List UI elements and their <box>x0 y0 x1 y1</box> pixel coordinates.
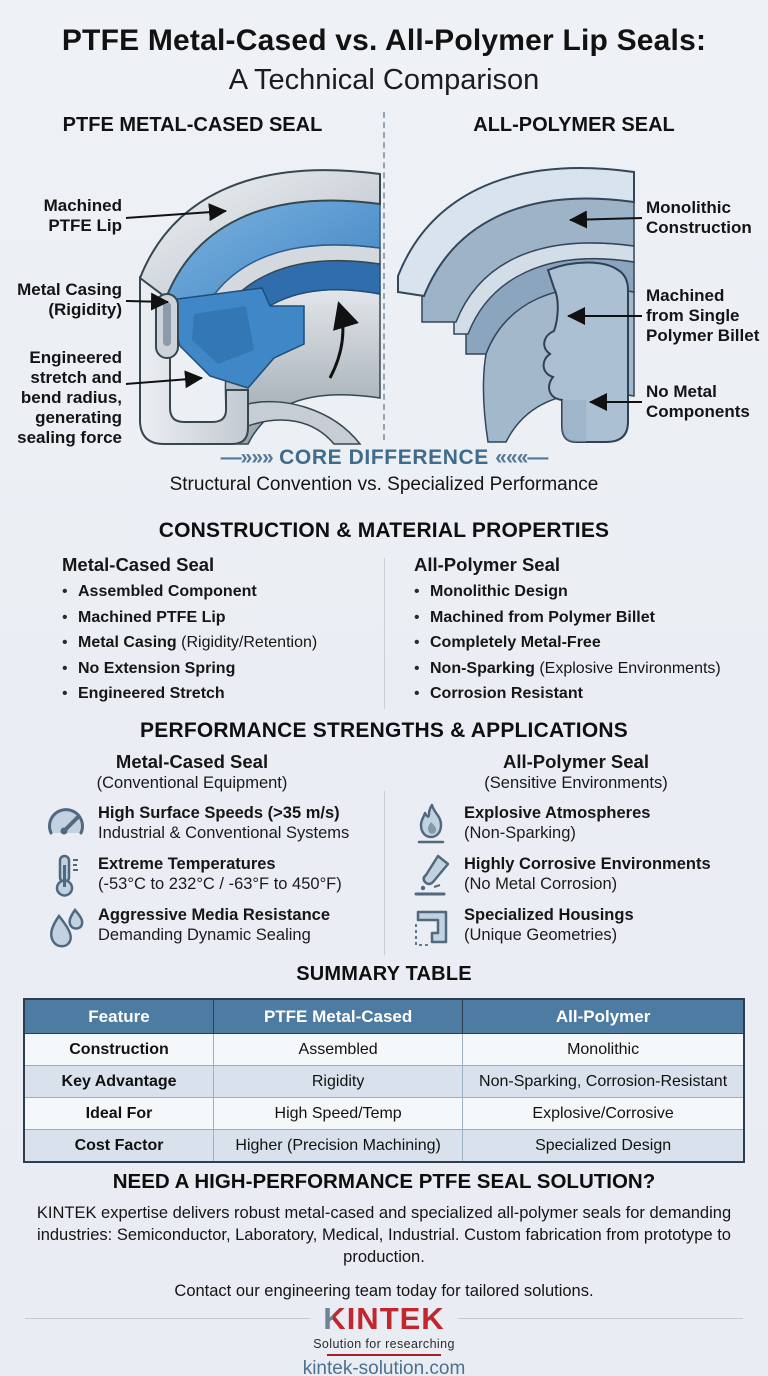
performance-metal-cased-column <box>0 751 384 955</box>
bullet: • <box>414 685 420 702</box>
performance-all-polymer-column <box>384 751 768 955</box>
list-item: • Machined PTFE Lip <box>62 608 226 626</box>
flame-icon <box>410 802 454 846</box>
label-no-metal: No Metal Components <box>646 382 750 422</box>
bullet: • <box>62 685 68 702</box>
cta-section <box>0 1170 768 1301</box>
performance-item: Specialized Housings (Unique Geometries) <box>384 904 768 948</box>
construction-column-divider <box>384 558 385 709</box>
corrosive-icon <box>410 853 454 897</box>
core-diff-decor-right: «««— <box>495 446 548 469</box>
bullet: • <box>414 583 420 600</box>
footer <box>0 1300 768 1376</box>
performance-left-subtitle: (Conventional Equipment) <box>96 774 288 792</box>
bullet: • <box>414 608 420 626</box>
list-item: • No Extension Spring <box>62 659 236 677</box>
label-monolithic-construction: Monolithic Construction <box>646 198 752 238</box>
metal-cased-seal-illustration <box>134 152 384 446</box>
bullet: • <box>414 634 420 651</box>
list-item: • Corrosion Resistant <box>414 685 583 702</box>
table-row: Construction Assembled Monolithic <box>24 1034 744 1066</box>
list-item: • Completely Metal-Free <box>414 634 601 651</box>
label-machined-billet: Machined from Single Polymer Billet <box>646 286 760 346</box>
performance-section <box>0 719 768 955</box>
performance-item: Extreme Temperatures (-53°C to 232°C / -63°F to 450°F) <box>0 853 384 897</box>
website-url: kintek-solution.com <box>302 1358 466 1376</box>
construction-all-polymer-column <box>384 554 768 711</box>
performance-heading: PERFORMANCE STRENGTHS & APPLICATIONS <box>140 719 628 742</box>
list-item: • Engineered Stretch <box>62 685 225 702</box>
page-header <box>0 24 768 97</box>
performance-item: Explosive Atmospheres (Non-Sparking) <box>384 802 768 846</box>
cta-heading: NEED A HIGH-PERFORMANCE PTFE SEAL SOLUTION? <box>112 1170 656 1193</box>
list-item: • Monolithic Design <box>414 583 568 600</box>
performance-left-title: Metal-Cased Seal <box>115 751 269 772</box>
seal-comparison-diagram <box>0 108 768 446</box>
construction-heading: CONSTRUCTION & MATERIAL PROPERTIES <box>158 519 610 542</box>
performance-column-divider <box>384 791 385 955</box>
bullet: • <box>62 583 68 600</box>
performance-item: Aggressive Media Resistance Demanding Dynamic Sealing <box>0 904 384 948</box>
droplets-icon <box>44 904 88 948</box>
column-header: All-Polymer <box>463 999 744 1034</box>
logo-underline <box>327 1354 441 1356</box>
label-metal-casing: Metal Casing (Rigidity) <box>17 280 122 320</box>
table-row: Ideal For High Speed/Temp Explosive/Corrosive <box>24 1098 744 1130</box>
list-item: • Metal Casing (Rigidity/Retention) <box>62 634 318 651</box>
bullet: • <box>62 634 68 651</box>
core-difference-banner <box>0 446 768 496</box>
left-seal-header: PTFE METAL-CASED SEAL <box>62 114 323 136</box>
all-polymer-seal-illustration <box>390 148 638 444</box>
cta-body: KINTEK expertise delivers robust metal-cased and specialized all-polymer seals for demanding industries: Semiconductor, Laboratory, Medical, Industrial. Custom fabrication from prototype to production. <box>36 1204 732 1266</box>
construction-metal-cased-column <box>0 554 384 711</box>
core-diff-label: CORE DIFFERENCE <box>279 446 489 469</box>
summary-heading: SUMMARY TABLE <box>296 963 472 985</box>
core-diff-subtitle: Structural Convention vs. Specialized Performance <box>169 474 599 495</box>
list-item: • Machined from Polymer Billet <box>414 608 655 626</box>
brand-tagline: Solution for researching <box>313 1337 455 1351</box>
table-row: Key Advantage Rigidity Non-Sparking, Corrosion-Resistant <box>24 1066 744 1098</box>
core-diff-decor-left: —»»» <box>220 446 273 469</box>
label-machined-ptfe-lip: Machined PTFE Lip <box>43 196 122 236</box>
performance-item: Highly Corrosive Environments (No Metal Corrosion) <box>384 853 768 897</box>
table-row: Cost Factor Higher (Precision Machining) Specialized Design <box>24 1130 744 1163</box>
kintek-logo: KINTEK <box>323 1301 445 1336</box>
table-header-row <box>24 999 744 1034</box>
page-title: PTFE Metal-Cased vs. All-Polymer Lip Seals: <box>61 24 707 57</box>
column-header: Feature <box>24 999 214 1034</box>
list-item: • Non-Sparking (Explosive Environments) <box>414 659 721 677</box>
construction-left-title: Metal-Cased Seal <box>62 554 215 575</box>
housing-icon <box>410 904 454 948</box>
label-engineered-stretch: Engineered stretch and bend radius, generating sealing force <box>17 348 122 448</box>
thermometer-icon <box>44 853 88 897</box>
gauge-icon <box>44 802 88 846</box>
summary-table <box>23 998 745 1163</box>
bullet: • <box>62 659 68 677</box>
right-seal-header: ALL-POLYMER SEAL <box>473 114 675 136</box>
cta-contact: Contact our engineering team today for tailored solutions. <box>174 1281 594 1300</box>
construction-right-title: All-Polymer Seal <box>414 554 561 575</box>
summary-section <box>0 963 768 1163</box>
performance-item: High Surface Speeds (>35 m/s) Industrial & Conventional Systems <box>0 802 384 846</box>
construction-section <box>0 519 768 711</box>
list-item: • Assembled Component <box>62 583 257 600</box>
column-header: PTFE Metal-Cased <box>214 999 463 1034</box>
bullet: • <box>414 659 420 677</box>
bullet: • <box>62 608 68 626</box>
performance-right-title: All-Polymer Seal <box>502 751 649 772</box>
performance-right-subtitle: (Sensitive Environments) <box>484 774 668 792</box>
page-subtitle: A Technical Comparison <box>228 64 540 96</box>
